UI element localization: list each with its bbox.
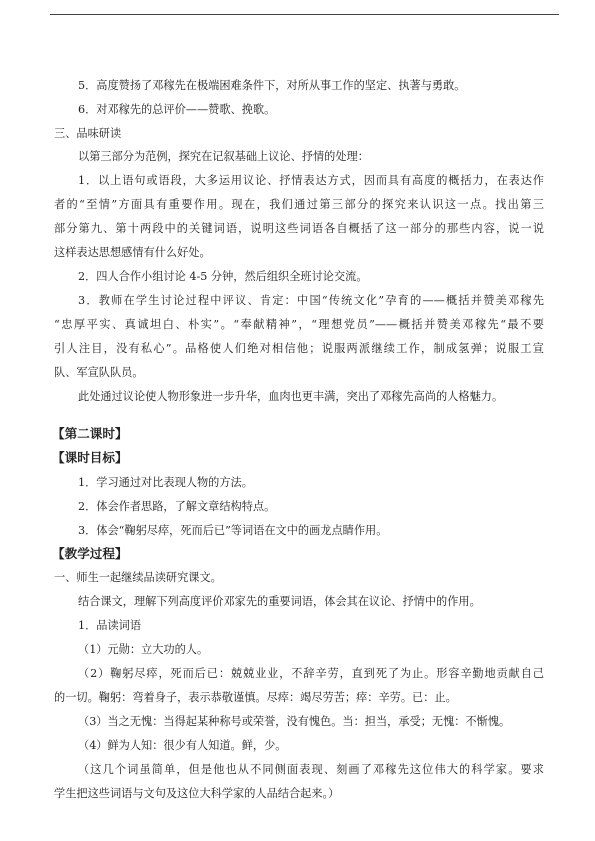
text-line: 1．品读词语 (78, 619, 142, 632)
text-line: 队、军宣队队员。 (54, 366, 144, 379)
text-line: （3）当之无愧：当得起某种称号或荣誉，没有愧色。当：担当，承受；无愧：不惭愧。 (78, 715, 511, 728)
text-line: “忠厚平实、真诚坦白、朴实”。“奉献精神”，“理想党员”——概括并赞美邓稼先“最不要 (54, 318, 544, 331)
header-rule (50, 14, 559, 15)
text-line: 1．以上语句或语段，大多运用议论、抒情表达方式，因而具有高度的概括力，在表达作 (78, 174, 544, 187)
text-line: 此处通过议论使人物形象进一步升华，血肉也更丰满，突出了邓稼先高尚的人格魅力。 (78, 390, 504, 403)
text-line: 以第三部分为范例，探究在记叙基础上议论、抒情的处理： (78, 150, 369, 163)
text-line: 3．体会“鞠躬尽瘁，死而后已”等词语在文中的画龙点睛作用。 (78, 524, 388, 537)
text-line: 2．体会作者思路，了解文章结构特点。 (78, 500, 276, 513)
text-line: 1．学习通过对比表现人物的方法。 (78, 476, 253, 489)
text-line: 2．四人合作小组讨论 4-5 分钟，然后组织全班讨论交流。 (78, 270, 368, 283)
text-line: 3．教师在学生讨论过程中评议、肯定：中国“传统文化”孕育的——概括并赞美邓稼先 (78, 294, 544, 307)
text-line: 的一切。鞠躬：弯着身子，表示恭敬谨慎。尽瘁：竭尽劳苦；瘁：辛劳。已：止。 (54, 691, 457, 704)
text-line: 者的“至情”方面具有重要作用。现在，我们通过第三部分的探究来认识这一点。找出第三 (54, 198, 544, 211)
text-line: 5．高度赞扬了邓稼先在极端困难条件下，对所从事工作的坚定、执著与勇敢。 (78, 79, 466, 92)
lesson-heading: 【第二课时】 (52, 426, 128, 441)
text-line: 6．对邓稼先的总评价——赞歌、挽歌。 (78, 103, 276, 116)
objectives-heading: 【课时目标】 (52, 450, 128, 465)
text-line: 这样表达思想感情有什么好处。 (54, 246, 211, 259)
text-line: （4）鲜为人知：很少有人知道。鲜，少。 (78, 739, 287, 752)
text-line: 学生把这些词语与文句及这位大科学家的人品结合起来。） (54, 787, 340, 800)
text-line: 结合课文，理解下列高度评价邓家先的重要词语，体会其在议论、抒情中的作用。 (78, 595, 481, 608)
process-heading: 【教学过程】 (52, 546, 128, 561)
text-line: （2）鞠躬尽瘁，死而后已：兢兢业业，不辞辛劳，直到死了为止。形容辛勤地贡献自己 (78, 667, 544, 680)
text-line: 部分第九、第十两段中的关键词语，说明这些词语各自概括了这一部分的那些内容，说一说 (54, 222, 544, 235)
text-line: （这几个词虽简单，但是他也从不同侧面表现、刻画了邓稼先这位伟大的科学家。要求 (78, 763, 544, 776)
section-heading: 三、品味研读 (54, 127, 122, 140)
section-heading: 一、师生一起继续品读研究课文。 (54, 571, 222, 584)
text-line: （1）元勋：立大功的人。 (78, 643, 209, 656)
text-line: 引人注目，没有私心”。品格使人们绝对相信他；说服两派继续工作，制成氢弹；说服工宣 (54, 342, 544, 355)
